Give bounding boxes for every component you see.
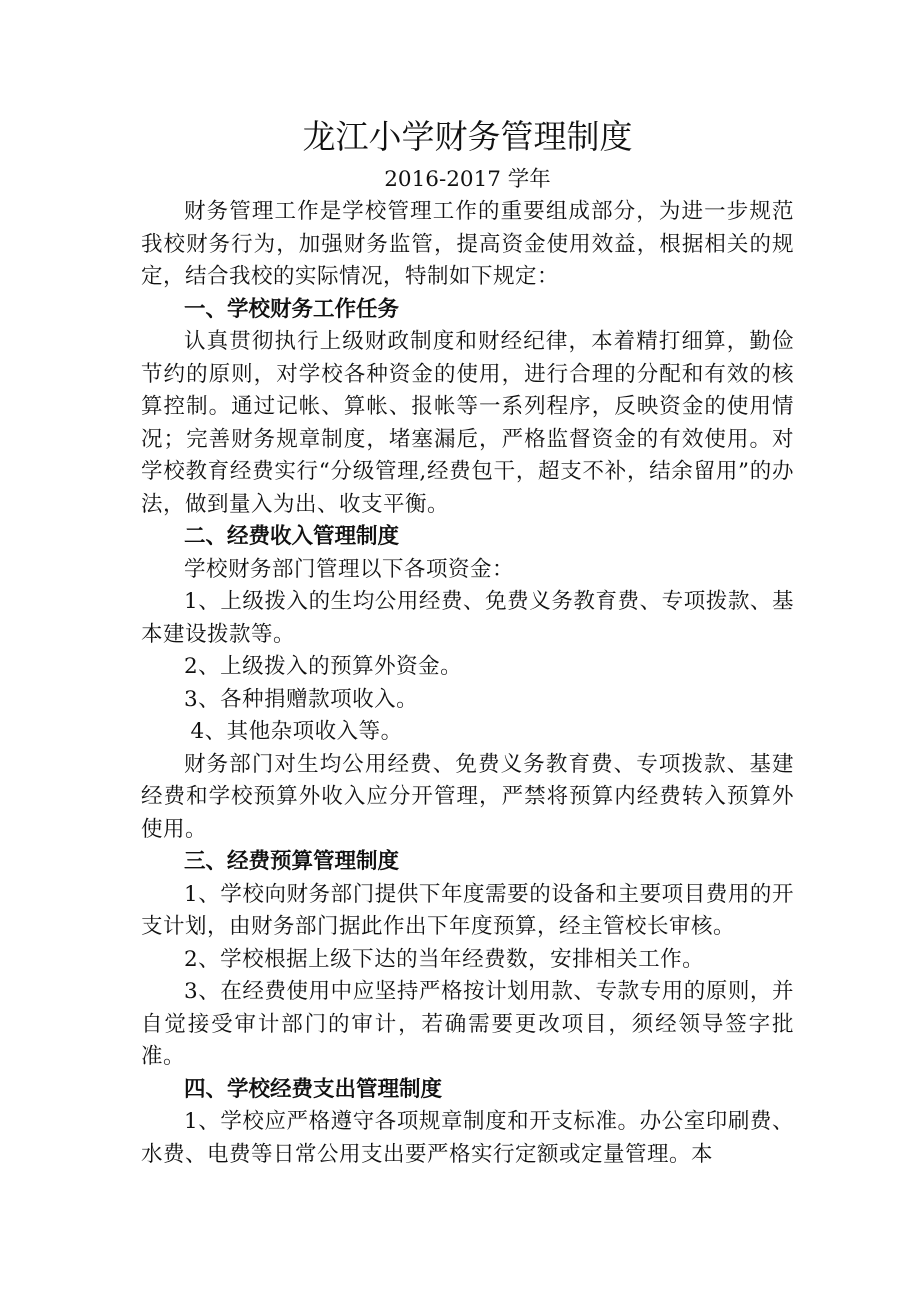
section-3-item-2: 2、学校根据上级下达的当年经费数，安排相关工作。 xyxy=(184,946,705,972)
section-2-item-3: 3、各种捐赠款项收入。 xyxy=(184,686,419,712)
academic-year: 2016-2017 学年 xyxy=(384,167,551,192)
section-3-item-3: 3、在经费使用中应坚持严格按计划用款、专款专用的原则，并自觉接受审计部门的审计，若确需要更改项目，须经领导签字批准。 xyxy=(141,979,794,1069)
section-2-item-4: 4、其他杂项收入等。 xyxy=(190,719,403,744)
section-1-paragraph-1: 认真贯彻执行上级财政制度和财经纪律，本着精打细算，勤俭节约的原则，对学校各种资金的使用，进行合理的分配和有效的核算控制。通过记帐、算帐、报帐等一系列程序，反映资金的使用情况；完善财务规章制度，堵塞漏卮，严格监督资金的有效使用。对学校教育经费实行“分级管理,经费包干，超支不补，结余留用”的办法，做到量入为出、收支平衡。 xyxy=(141,329,794,517)
section-heading-4: 四、学校经费支出管理制度 xyxy=(184,1076,443,1102)
section-4-item-1: 1、学校应严格遵守各项规章制度和开支标准。办公室印刷费、水费、电费等日常公用支出要严格实行定额或定量管理。本 xyxy=(141,1109,794,1167)
section-3-item-1: 1、学校向财务部门提供下年度需要的设备和主要项目费用的开支计划，由财务部门据此作出下年度预算，经主管校长审核。 xyxy=(141,881,794,939)
section-heading-2: 二、经费收入管理制度 xyxy=(184,524,400,549)
document-title: 龙江小学财务管理制度 xyxy=(302,117,633,156)
section-2-paragraph-1: 学校财务部门管理以下各项资金： xyxy=(184,556,515,582)
section-heading-3: 三、经费预算管理制度 xyxy=(184,849,400,874)
section-heading-1: 一、学校财务工作任务 xyxy=(184,296,400,322)
intro-paragraph: 财务管理工作是学校管理工作的重要组成部分，为进一步规范我校财务行为，加强财务监管，提高资金使用效益，根据相关的规定，结合我校的实际情况，特制如下规定： xyxy=(141,199,794,289)
section-2-item-1: 1、上级拨入的生均公用经费、免费义务教育费、专项拨款、基本建设拨款等。 xyxy=(141,589,794,647)
section-2-item-2: 2、上级拨入的预算外资金。 xyxy=(184,654,463,679)
section-2-paragraph-2: 财务部门对生均公用经费、免费义务教育费、专项拨款、基建经费和学校预算外收入应分开管理，严禁将预算内经费转入预算外使用。 xyxy=(141,751,794,842)
